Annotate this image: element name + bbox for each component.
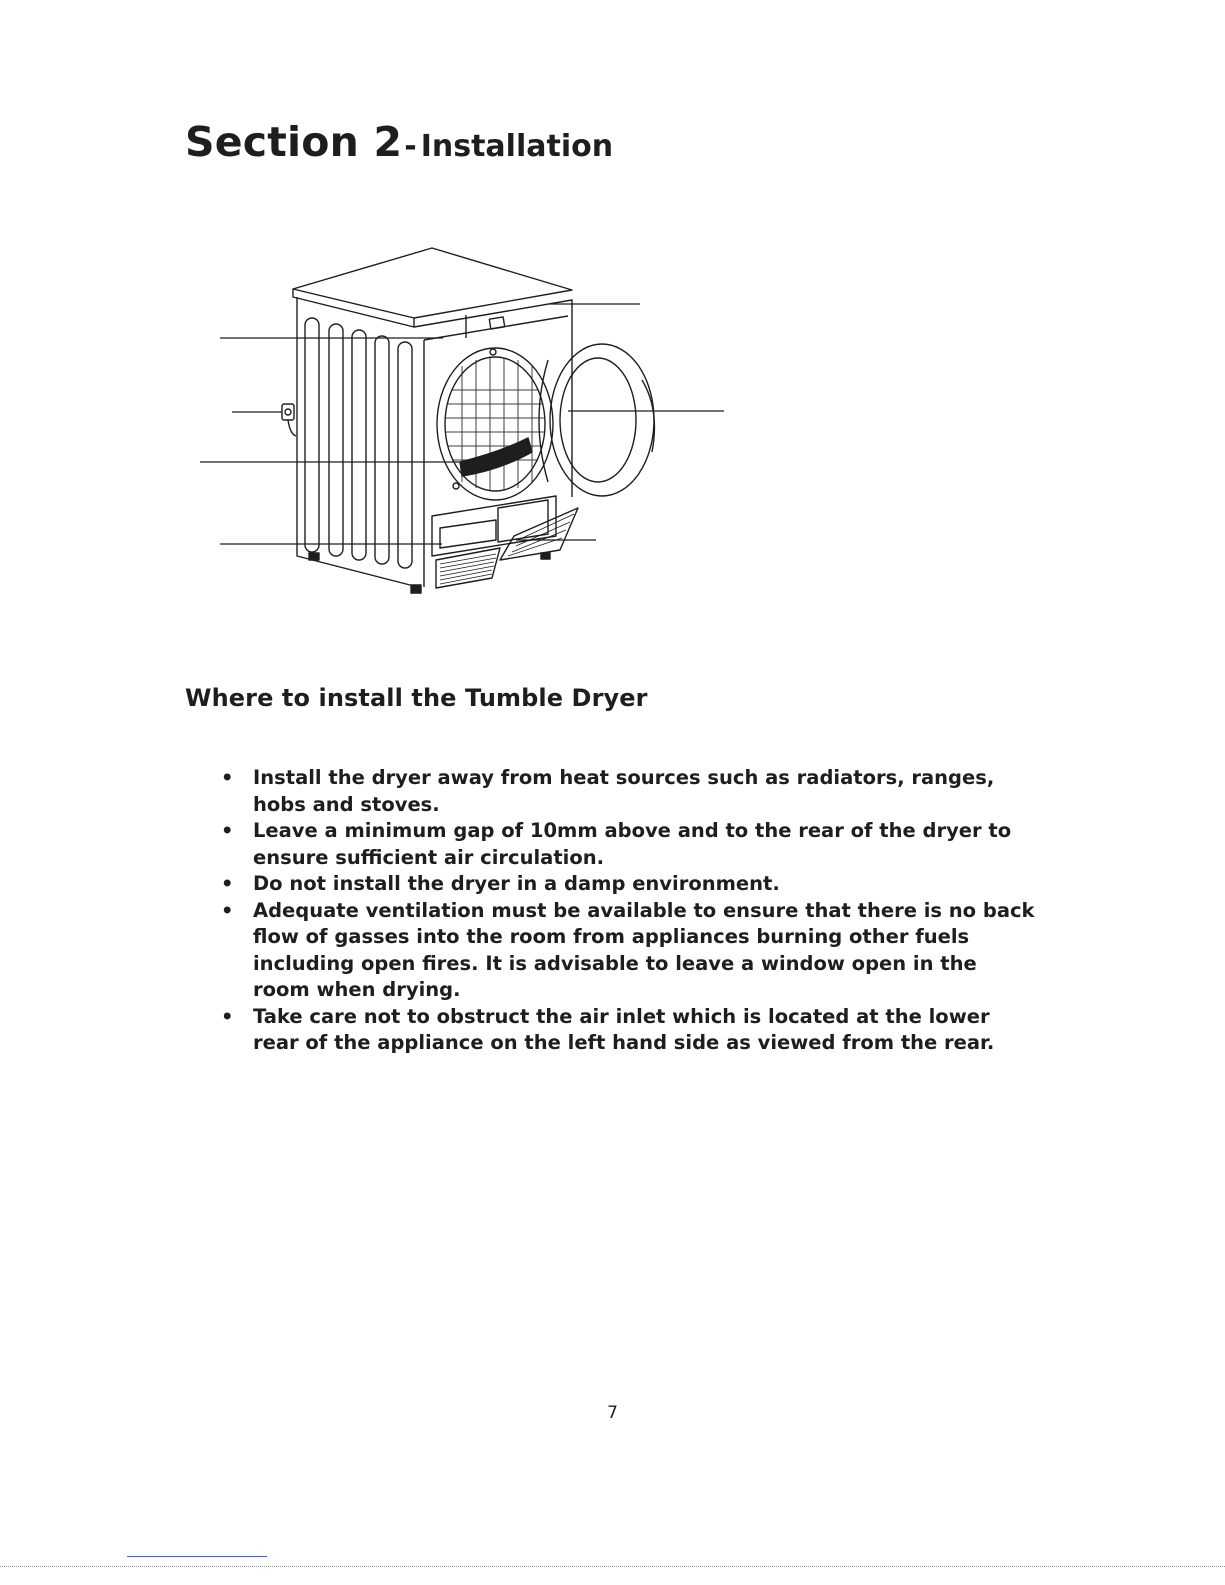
- footer-underline: [127, 1556, 267, 1557]
- footer-divider: [0, 1566, 1225, 1567]
- install-guidelines-list: [210, 765, 1040, 1057]
- list-item-text: Adequate ventilation must be available to ensure that there is no back flow of gasses into the room from appliances burning other fuels including open fires. It is advisable to leave a window open in the room when drying.: [253, 898, 1035, 1001]
- list-item-text: Install the dryer away from heat sources such as radiators, ranges, hobs and stoves.: [253, 766, 995, 816]
- bullet-icon: •: [221, 898, 234, 922]
- list-item: [210, 871, 1040, 898]
- section-name: Installation: [420, 129, 614, 164]
- title-separator: -: [404, 129, 417, 164]
- bullet-icon: •: [221, 766, 234, 789]
- install-location-heading: Where to install the Tumble Dryer: [185, 684, 648, 712]
- bullet-icon: •: [221, 872, 234, 895]
- list-item: [210, 818, 1040, 871]
- section-title: [185, 118, 614, 166]
- list-item: [210, 1004, 1040, 1057]
- section-number: Section 2: [185, 118, 403, 166]
- bullet-icon: •: [221, 1004, 234, 1028]
- list-item: [210, 898, 1040, 1004]
- bullet-icon: •: [221, 819, 234, 842]
- list-item-text: Do not install the dryer in a damp environment.: [253, 872, 780, 895]
- page-number: 7: [607, 1403, 618, 1423]
- list-item: [210, 765, 1040, 818]
- list-item-text: Take care not to obstruct the air inlet which is located at the lower rear of the appliance on the left hand side as viewed from the rear.: [253, 1004, 995, 1054]
- list-item-text: Leave a minimum gap of 10mm above and to the rear of the dryer to ensure sufficient air circulation.: [253, 819, 1012, 869]
- dryer-illustration: [195, 240, 735, 600]
